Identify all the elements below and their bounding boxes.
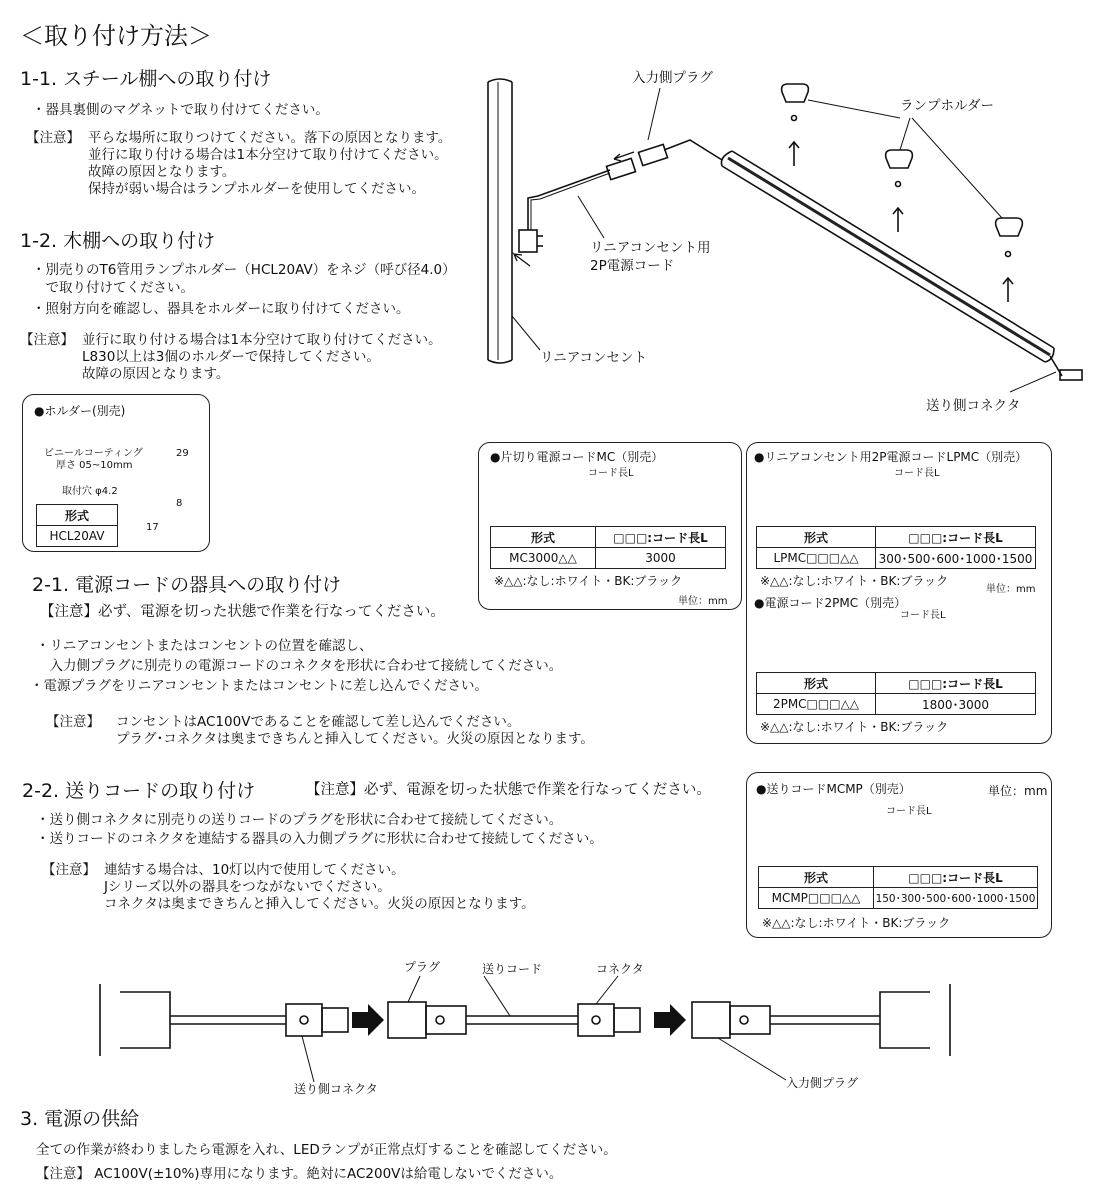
caution-line: 並行に取り付ける場合は1本分空けて取り付けてください。 [88,147,448,163]
plug-label: プラグ [404,960,441,974]
send-cord-label: 送りコード [482,962,543,976]
power-off-warning: 【注意】必ず、電源を切った状態で作業を行なってください。 [40,604,445,620]
caution-label: 【注意】 [46,714,100,730]
connect-arrow-icon [654,1004,686,1036]
section-2-1-bullet: 入力側プラグに別売りの電源コードのコネクタを形状に合わせて接続してください。 [36,658,563,674]
caution-line: Jシリーズ以外の器具をつながないでください。 [104,879,391,895]
cord-length-label: コード長L [900,610,946,621]
caution-line: プラグ･コネクタは奥まできちんと挿入してください。火災の原因となります。 [116,731,594,747]
table-cell: MCMP□□□△△ [759,888,874,909]
caution-line: 故障の原因となります。 [82,366,230,382]
lamp-holder-label: ランプホルダー [900,98,994,114]
hole-label: 取付穴 φ4.2 [62,486,118,497]
input-plug-label: 入力側プラグ [632,70,713,86]
dim-29: 29 [176,448,189,459]
table-header: □□□:コード長L [874,867,1038,888]
section-2-1-bullet: ・電源プラグをリニアコンセントまたはコンセントに差し込んでください。 [30,678,489,694]
dim-8: 8 [176,498,183,509]
power-off-warning: 【注意】必ず、電源を切った状態で作業を行なってください。 [306,782,711,798]
caution-line: L830以上は3個のホルダーで保持してください。 [82,349,380,365]
caution-line: コネクタは奥まできちんと挿入してください。火災の原因となります。 [104,896,535,912]
table-header: □□□:コード長L [876,673,1036,694]
table-header: 形式 [759,867,874,888]
connection-diagram [100,976,950,1082]
table-cell: 1800･3000 [876,694,1036,715]
cord-label-line1: リニアコンセント用 [590,240,711,256]
section-1-2-bullet: で取り付けてください。 [32,280,194,296]
coating-thickness: 厚さ 05~10mm [56,460,133,471]
color-note: ※△△:なし:ホワイト・BK:ブラック [760,574,949,588]
section-1-2-heading: 1-2. 木棚への取り付け [20,230,216,252]
cord-2p-drawing [528,170,610,230]
input-plug-label: 入力側プラグ [786,1076,859,1090]
caution-line: 並行に取り付ける場合は1本分空けて取り付けてください。 [82,332,442,348]
caution-label: 【注意】 [42,862,96,878]
page-title: ＜取り付け方法＞ [20,22,212,50]
cord-label-line2: 2P電源コード [590,258,675,274]
2pmc-spec-table [756,672,1036,715]
color-note: ※△△:なし:ホワイト・BK:ブラック [762,916,951,930]
cord-length-label: コード長L [588,468,634,479]
color-note: ※△△:なし:ホワイト・BK:ブラック [494,574,683,588]
caution-line: 平らな場所に取りつけてください。落下の原因となります。 [88,130,452,146]
caution-line: 保持が弱い場合はランプホルダーを使用してください。 [88,181,425,197]
lamp-body-drawing [721,151,1054,362]
lpmc-box-title: ●リニアコンセント用2P電源コードLPMC（別売） [754,450,1028,464]
caution-line: コンセントはAC100Vであることを確認して差し込んでください。 [116,714,521,730]
linear-outlet-label: リニアコンセント [540,350,648,366]
caution-label: 【注意】 [26,130,80,146]
section-2-2-heading: 2-2. 送りコードの取り付け [22,780,256,802]
unit-label: 単位：mm [678,596,728,607]
lpmc-spec-table [756,526,1036,569]
caution-line: 連結する場合は、10灯以内で使用してください。 [104,862,405,878]
mc-box-title: ●片切り電源コードMC（別売） [490,450,664,464]
send-connector-label: 送り側コネクタ [294,1082,378,1096]
mcmp-box-title: ●送りコードMCMP（別売） [756,782,911,796]
table-cell: LPMC□□□△△ [757,548,876,569]
table-cell: MC3000△△ [491,548,596,569]
cord-length-label: コード長L [894,468,940,479]
table-header: □□□:コード長L [596,527,726,548]
outlet-plug-drawing [519,230,537,252]
caution-line: 故障の原因となります。 [88,164,236,180]
coating-label: ビニールコーティング [44,448,143,459]
table-cell: 3000 [596,548,726,569]
table-cell: HCL20AV [37,526,118,547]
unit-label: 単位：mm [986,584,1036,595]
section-2-2-bullet: ・送りコードのコネクタを連結する器具の入力側プラグに形状に合わせて接続してください。 [36,831,603,847]
section-1-2-bullet: ・照射方向を確認し、器具をホルダーに取り付けてください。 [32,301,410,317]
table-header: 形式 [37,505,118,526]
section-3-text: 全ての作業が終わりましたら電源を入れ、LEDランプが正常点灯することを確認してください。 [36,1142,617,1158]
section-2-1-bullet: ・リニアコンセントまたはコンセントの位置を確認し、 [36,638,373,654]
cord-length-label: コード長L [886,806,932,817]
shelf-post-drawing [488,79,512,363]
section-2-2-bullet: ・送り側コネクタに別売りの送りコードのプラグを形状に合わせて接続してください。 [36,812,563,828]
section-1-1-bullet: ・器具裏側のマグネットで取り付けてください。 [32,102,329,118]
color-note: ※△△:なし:ホワイト・BK:ブラック [760,720,949,734]
table-header: 形式 [757,673,876,694]
section-1-1-heading: 1-1. スチール棚への取り付け [20,68,272,90]
table-header: □□□:コード長L [876,527,1036,548]
table-header: 形式 [757,527,876,548]
connector-label: コネクタ [596,962,644,976]
table-cell: 300･500･600･1000･1500 [876,548,1036,569]
unit-label: 単位：mm [988,784,1048,798]
section-3-heading: 3. 電源の供給 [20,1108,140,1130]
section-1-2-bullet: ・別売りのT6管用ランプホルダー（HCL20AV）をネジ（呼び径4.0） [32,262,456,278]
holder-box-title: ●ホルダー(別売) [34,404,126,418]
dim-17: 17 [146,522,159,533]
section-3-caution: 【注意】 AC100V(±10%)専用になります。絶対にAC200Vは給電しないでください。 [36,1166,563,1182]
connect-arrow-icon [352,1004,384,1036]
table-cell: 150･300･500･600･1000･1500 [874,888,1038,909]
2pmc-box-title: ●電源コード2PMC（別売） [754,596,907,610]
section-2-1-heading: 2-1. 電源コードの器具への取り付け [32,574,342,596]
send-connector-label: 送り側コネクタ [926,398,1021,414]
table-cell: 2PMC□□□△△ [757,694,876,715]
table-header: 形式 [491,527,596,548]
mcmp-spec-table [758,866,1038,909]
mc-spec-table [490,526,726,569]
caution-label: 【注意】 [20,332,74,348]
holder-spec-table [36,504,118,547]
